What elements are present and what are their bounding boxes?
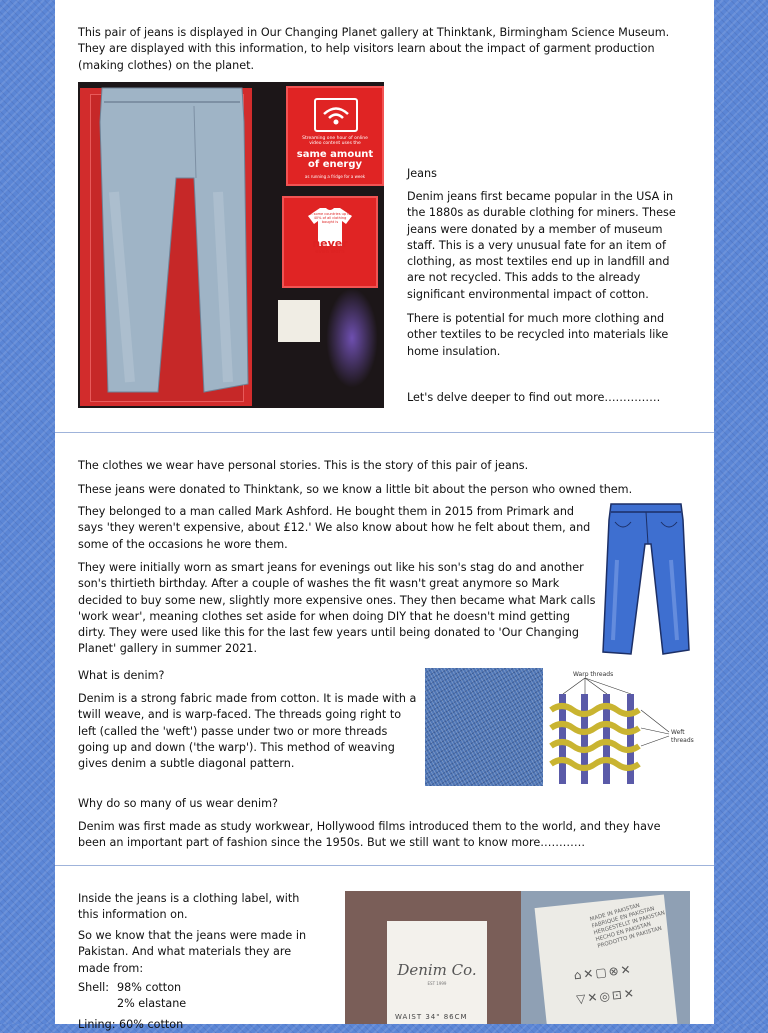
brand-label [387,921,487,1024]
info-plaque [278,300,320,342]
section-divider-2 [55,865,714,866]
waist-size: WAIST 34" 86CM [395,1013,468,1021]
document-page [55,0,714,1031]
jeans-heading: Jeans [407,167,437,180]
story-para-3: They belonged to a man called Mark Ashford. He bought them in 2015 from Primark and says 'they weren't expensive, about £12.' We also know about how he felt about them, and some of the occasions he wore them. [78,505,591,551]
why-para: Denim was first made as study workwear, Hollywood films introduced them to the world, and they have been an important part of fashion since the 1950s. But we still want to know more………… [78,820,661,850]
care-symbols-icon-2: ▽✕◎⊡✕ [575,986,637,1007]
weft-label: Weft [671,729,685,736]
wifi-icon [314,98,358,132]
even-worn-text: even worn [315,249,345,255]
jeans-para-2: There is potential for much more clothing and other textiles to be recycled into materials like home insulation. [407,312,669,358]
twill-weave-diagram [545,668,695,788]
denim-heading: What is denim? [78,669,165,682]
jeans-para-1: Denim jeans first became popular in the USA in the 1880s as durable clothing for miners. These jeans were donated by a member of museum staff. This is a very unusual fate for an item of clothing, as most textiles end up in landfill and are not recycled. This adds to the already significant environmental impact of cotton. [407,190,676,301]
blue-jeans-illustration [601,500,691,660]
denim-fabric-image [425,668,543,786]
story-para-2: These jeans were donated to Thinktank, so we know a little bit about the person who owned them. [78,483,633,496]
clothing-label-photo [345,891,690,1024]
lining-text: Lining: 60% cotton [78,1018,184,1031]
jeans-display-photo [78,82,384,408]
shell-elastane: 2% elastane [117,997,187,1010]
intro-text: This pair of jeans is displayed in Our Changing Planet gallery at Thinktank, Birmingham Science Museum. They are displayed with this information, to help visitors learn about the impact of garment production (making clothes) on the planet. [78,26,670,72]
shell-label: Shell: [78,981,110,994]
energy-sign-small-bottom: as running a fridge for a week [304,174,366,179]
never-worn-big-text: never [312,237,348,250]
care-label-area [521,891,690,1024]
why-heading: Why do so many of us wear denim? [78,797,278,810]
brand-name: Denim Co. [397,961,477,979]
section-divider-1 [55,432,714,433]
made-in-text: MADE IN PAKISTAN FABRIQUE EN PAKISTAN HERGESTELLT IN PAKISTAN HECHO EN PAKISTAN PRODOTTO IN PAKISTAN [589,902,666,950]
never-worn-sign [282,196,378,288]
shell-cotton: 98% cotton [117,981,182,994]
jeans-para-3: Let's delve deeper to find out more…………… [407,391,661,404]
never-worn-sign-small: In some countries up to 40% of all clothing bought is [309,212,351,224]
care-symbols-icon: ⌂✕▢⊗✕ [573,962,634,983]
label-para-2: So we know that the jeans were made in Pakistan. And what materials they are made from: [78,929,307,975]
denim-para: Denim is a strong fabric made from cotton. It is made with a twill weave, and is warp-faced. The threads going right to left (called the 'weft') passe under two or more threads going up and down ('the warp'). This method of weaving gives denim a subtle diagonal pattern. [78,692,417,771]
weft-threads-label: threads [671,737,694,744]
brand-sub: EST 1999 [427,981,447,986]
energy-sign [286,86,384,186]
care-label [535,895,678,1024]
story-para-1: The clothes we wear have personal stories. This is the story of this pair of jeans. [78,459,529,472]
energy-sign-big-text: same amount of energy [296,149,374,170]
energy-sign-small-top: Streaming one hour of online video content uses the [302,136,368,146]
label-para-1: Inside the jeans is a clothing label, with this information on. [78,892,300,922]
warp-threads-label: Warp threads [573,671,614,678]
story-para-4: They were initially worn as smart jeans for evenings out like his son's stag do and another son's thirtieth birthday. After a couple of washes the fit wasn't great anymore so Mark decided to buy some new, slightly more expensive ones. They then became what Mark calls 'work wear', meaning clothes set aside for when doing DIY that he doesn't mind getting dirty. They were used like this for the last few years until being donated to 'Our Changing Planet' gallery in summer 2021. [78,561,596,656]
